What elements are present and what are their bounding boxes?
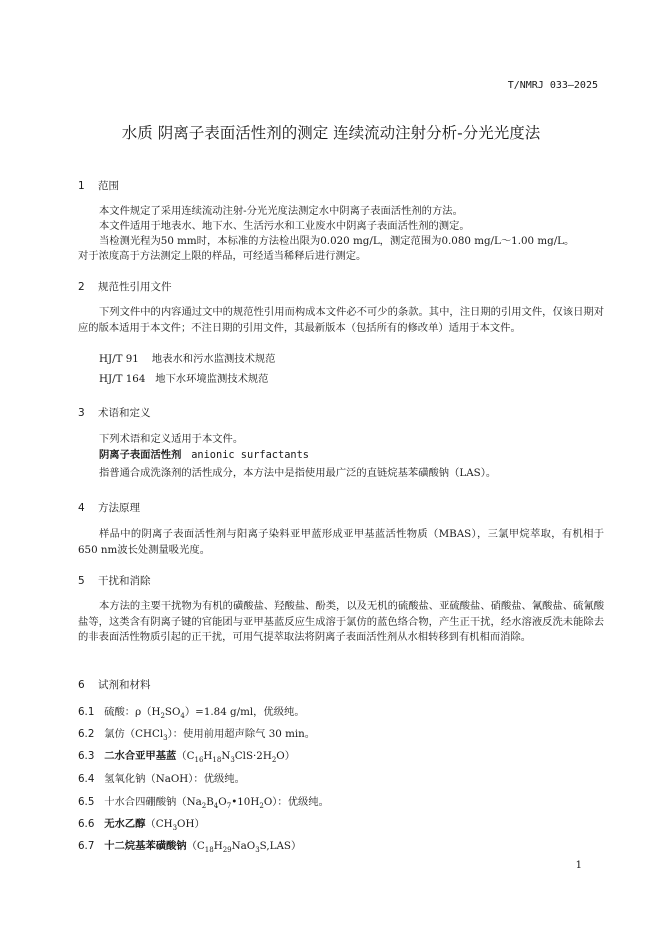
section-number: 5 xyxy=(78,575,85,587)
reference-item: HJ/T 91 地表水和污水监测技术规范 xyxy=(99,353,276,365)
item-number: 6.1 xyxy=(78,706,95,718)
item-number: 6.2 xyxy=(78,728,95,740)
scope-line-1: 本文件规定了采用连续流动注射-分光光度法测定水中阴离子表面活性剂的方法。 xyxy=(99,205,463,217)
scope-line-4: 对于浓度高于方法测定上限的样品，可经适当稀释后进行测定。 xyxy=(78,250,367,262)
item-text: H xyxy=(203,750,213,762)
term-definition: 指普通合成洗涤剂的活性成分，本方法中是指使用最广泛的直链烷基苯磺酸钠（LAS）。 xyxy=(99,467,497,479)
reagent-item xyxy=(78,747,295,764)
item-text: O）：优级纯。 xyxy=(263,796,329,808)
section-6-heading xyxy=(78,677,151,692)
reagent-item xyxy=(78,770,245,785)
subscript: 3 xyxy=(230,756,235,765)
subscript: 3 xyxy=(163,734,168,743)
section-title: 术语和定义 xyxy=(98,407,151,419)
section-number: 6 xyxy=(78,679,85,691)
section-1-heading xyxy=(78,178,119,193)
page-number: 1 xyxy=(575,860,582,871)
item-text: 十水合四硼酸钠（Na xyxy=(104,796,202,808)
subscript: 2 xyxy=(160,712,165,721)
scope-line-2: 本文件适用于地表水、地下水、生活污水和工业废水中阴离子表面活性剂的测定。 xyxy=(99,220,470,232)
item-number: 6.3 xyxy=(78,750,95,762)
section-number: 3 xyxy=(78,407,85,419)
item-name: 二水合亚甲基蓝 xyxy=(104,750,177,762)
subscript: 16 xyxy=(194,756,204,765)
section-title: 方法原理 xyxy=(98,502,140,514)
item-name: 十二烷基苯磺酸钠 xyxy=(104,840,187,852)
method-principle-text: 样品中的阴离子表面活性剂与阳离子染料亚甲蓝形成亚甲基蓝活性物质（MBAS），三氯甲烷萃取，有机相于650 nm波长处测量吸光度。 xyxy=(78,528,604,556)
item-text: 硫酸：ρ（H xyxy=(104,706,161,718)
section-3-heading xyxy=(78,405,151,420)
item-number: 6.7 xyxy=(78,840,95,852)
item-text: B xyxy=(206,796,214,808)
section-4-heading xyxy=(78,500,140,515)
document-code: T/NMRJ 033—2025 xyxy=(507,80,598,91)
section-number: 2 xyxy=(78,281,85,293)
item-text: 氢氧化钠（NaOH）：优级纯。 xyxy=(104,773,245,785)
terms-intro: 下列术语和定义适用于本文件。 xyxy=(99,433,244,445)
item-text: ClS·2H xyxy=(234,750,272,762)
item-number: 6.6 xyxy=(78,818,95,830)
item-name: 无水乙醇 xyxy=(104,818,146,830)
section-title: 干扰和消除 xyxy=(98,575,151,587)
item-text: O） xyxy=(276,750,296,762)
item-text: OH） xyxy=(177,818,205,830)
subscript: 2 xyxy=(259,802,264,811)
subscript: 18 xyxy=(212,756,222,765)
subscript: 2 xyxy=(271,756,277,765)
item-text: （CH xyxy=(145,818,173,830)
item-text: SO xyxy=(164,706,181,718)
scope-line-3: 当检测光程为50 mm时，本标准的方法检出限为0.020 mg/L，测定范围为0.080 mg/L～1.00 mg/L。 xyxy=(99,235,575,247)
item-number: 6.4 xyxy=(78,773,95,785)
section-title: 规范性引用文件 xyxy=(98,281,172,293)
subscript: 3 xyxy=(255,846,260,855)
item-text: ）=1.84 g/ml，优级纯。 xyxy=(184,706,305,718)
item-text: N xyxy=(221,750,231,762)
interference-text: 本方法的主要干扰物为有机的磺酸盐、羟酸盐、酚类，以及无机的硫酸盐、亚硫酸盐、硝酸盐、氰酸盐、硫氰酸盐等，这类含有阴离子键的官能团与亚甲基蓝反应生成溶于氯仿的蓝色络合物，产生正干扰，经水溶液反洗未能除去的非表面活性物质引起的正干扰，可用气提萃取法将阴离子表面活性剂从水相转移到有机相而消除。 xyxy=(78,600,604,643)
section-number: 1 xyxy=(78,180,85,192)
page-title: 水质 阴离子表面活性剂的测定 连续流动注射分析-分光光度法 xyxy=(121,124,541,142)
section-title: 范围 xyxy=(98,180,119,192)
item-text: S,LAS） xyxy=(259,840,302,852)
item-text: （C xyxy=(186,840,205,852)
subscript: 18 xyxy=(204,846,214,855)
subscript: 2 xyxy=(201,802,207,811)
normative-intro: 下列文件中的内容通过文中的规范性引用而构成本文件必不可少的条款。其中，注日期的引用文件，仅该日期对应的版本适用于本文件；不注日期的引用文件，其最新版本（包括所有的修改单）适用于本文件。 xyxy=(78,306,604,334)
subscript: 4 xyxy=(213,802,219,811)
item-text: H xyxy=(213,840,223,852)
section-title: 试剂和材料 xyxy=(98,679,151,691)
term-entry xyxy=(99,448,309,463)
item-text: •10H xyxy=(231,796,260,808)
item-text: 氯仿（CHCl xyxy=(104,728,164,740)
subscript: 7 xyxy=(226,802,232,811)
item-text: O xyxy=(218,796,227,808)
subscript: 3 xyxy=(172,824,178,833)
section-number: 4 xyxy=(78,502,85,514)
term-chinese: 阴离子表面活性剂 xyxy=(99,449,182,461)
item-text: NaO xyxy=(231,840,256,852)
subscript: 29 xyxy=(222,846,232,855)
item-text: （C xyxy=(176,750,195,762)
section-5-heading xyxy=(78,573,151,588)
section-2-heading xyxy=(78,279,172,294)
reagent-item xyxy=(78,725,315,742)
reagent-item xyxy=(78,793,329,810)
term-english: anionic surfactants xyxy=(191,449,309,461)
reference-item: HJ/T 164 地下水环境监测技术规范 xyxy=(99,373,269,385)
reagent-item xyxy=(78,703,305,720)
reagent-item xyxy=(78,815,205,832)
reagent-item xyxy=(78,837,301,854)
subscript: 4 xyxy=(180,712,185,721)
item-number: 6.5 xyxy=(78,796,95,808)
item-text: ）：使用前用超声除气 30 min。 xyxy=(167,728,316,740)
